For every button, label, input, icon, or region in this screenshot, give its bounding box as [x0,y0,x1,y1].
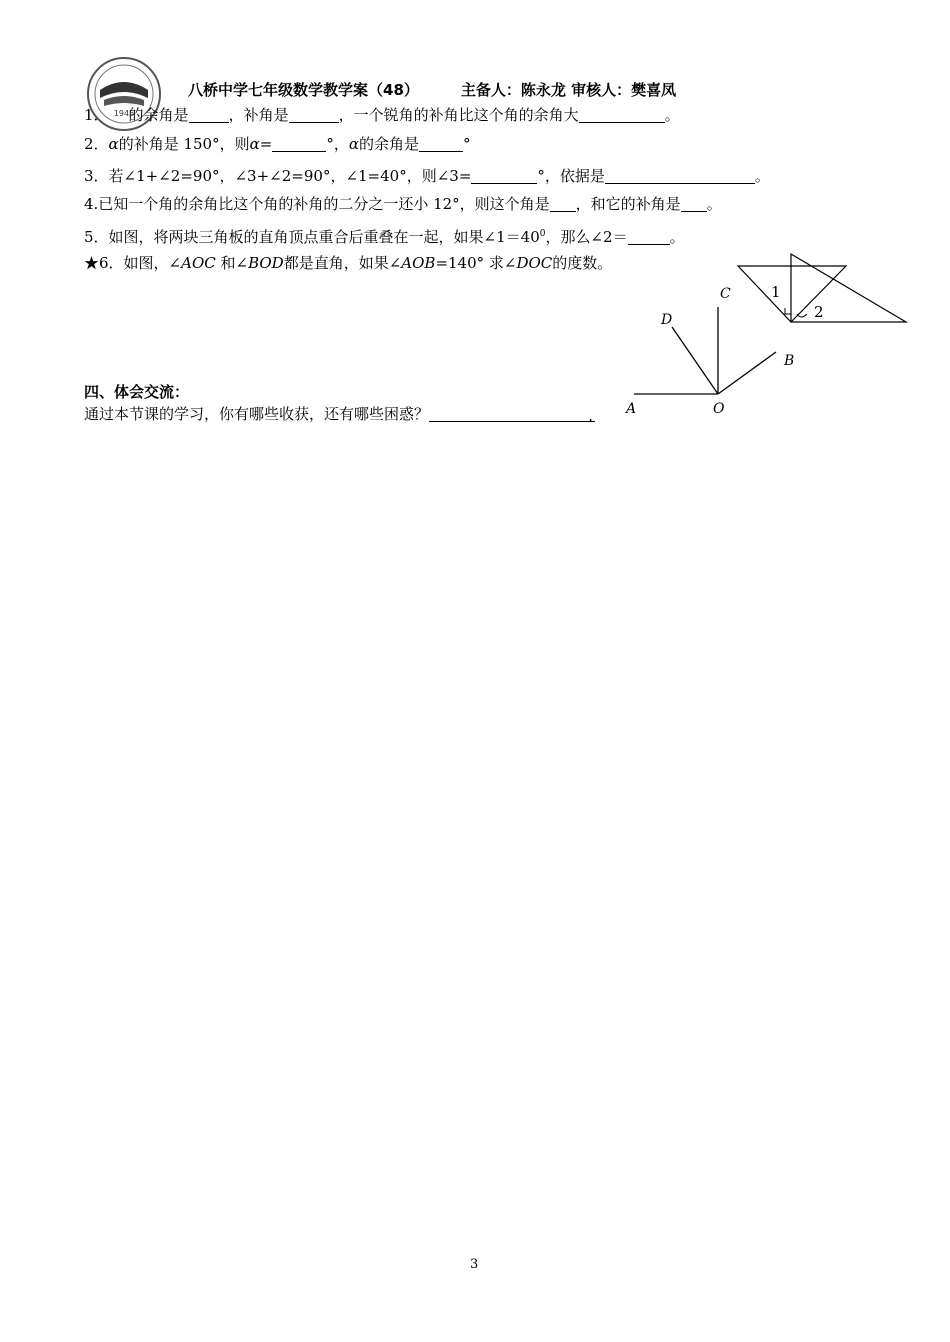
point-label-C: C [720,286,731,302]
page-number: 3 [470,1257,479,1272]
point-label-A: A [626,401,637,417]
question-6: ★6．如图，∠AOC 和∠BOD都是直角，如果∠AOB=140° 求∠DOC的度数。 [84,254,613,272]
q1-blank-2[interactable] [289,107,339,123]
q4-blank-2[interactable] [681,196,707,212]
q2-blank-1[interactable] [272,136,326,152]
question-5: 5．如图，将两块三角板的直角顶点重合后重叠在一起，如果$\angle 1=40^0$，那么∠2＝ 。 [84,228,685,246]
angle-label-1: 1 [771,283,781,301]
section-4-title: 四、体会交流： [84,383,190,401]
ray-OD [672,327,718,394]
q1-blank-1[interactable] [189,107,229,123]
header-author: 主备人：陈永龙 审核人：樊喜凤 [460,81,677,99]
triangle-ruler-2 [791,254,906,322]
reflection-blank[interactable]: . [429,406,595,422]
point-label-D: D [661,312,673,328]
seal-year: 1945 [113,109,135,118]
section-4-prompt: 通过本节课的学习，你有哪些收获，还有哪些困惑？ [84,405,430,423]
q4-blank-1[interactable] [550,196,576,212]
question-3: 3．若∠1+∠2=90°，∠3+∠2=90°，∠1=40°，则∠3= °，依据是 。 [84,167,770,185]
point-label-O: O [713,401,725,417]
point-label-B: B [784,353,795,369]
page-header [188,79,676,100]
angle-label-2: 2 [814,303,824,321]
question-4: 4.已知一个角的余角比这个角的补角的二分之一还小 12°，则这个角是 ，和它的补角是 。 [84,195,722,213]
section-4-prompt-line [84,404,595,424]
q2-blank-2[interactable] [419,136,463,152]
header-title: 八桥中学七年级数学教学案（48） [188,81,419,99]
ray-OB [718,352,776,394]
q3-blank-2[interactable] [605,168,755,184]
angle-figure [620,280,805,420]
q5-blank[interactable] [628,229,670,245]
q1-blank-3[interactable] [579,107,665,123]
q3-blank-1[interactable] [471,168,537,184]
question-1: 1． 的余角是 ，补角是 ，一个锐角的补角比这个角的余角大 。 [84,106,680,124]
question-2: 2．α的补角是 150°，则α= °，α的余角是 ° [84,135,471,153]
